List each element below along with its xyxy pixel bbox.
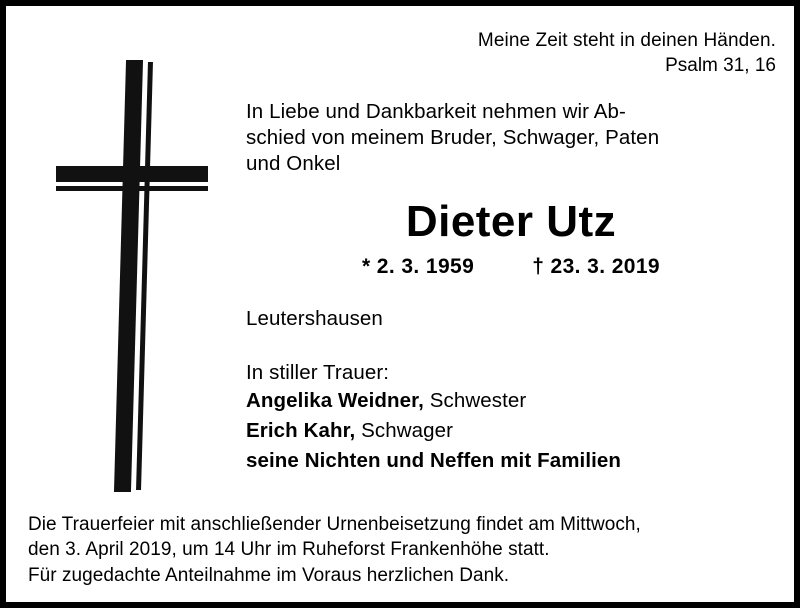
funeral-line-3: Für zugedachte Anteilnahme im Voraus herzlichen Dank. [28, 564, 510, 586]
funeral-details [28, 512, 772, 588]
intro-text [246, 99, 776, 178]
psalm-reference: Psalm 31, 16 [665, 55, 776, 77]
mourner-entry [246, 418, 776, 445]
mourner-name: Angelika Weidner, [246, 389, 424, 413]
cross-icon [34, 40, 224, 490]
mourner-entry [246, 388, 776, 415]
cross-horizontal-shadow [56, 186, 208, 191]
funeral-line-1: Die Trauerfeier mit anschließender Urnenbeisetzung findet am Mittwoch, [28, 514, 641, 536]
funeral-line-2: den 3. April 2019, um 14 Uhr im Ruheforst Frankenhöhe statt. [28, 539, 550, 561]
place: Leutershausen [246, 307, 383, 331]
cross-horizontal-bar [56, 166, 208, 182]
mourner-relation: Schwester [423, 389, 527, 413]
psalm-quote: Meine Zeit steht in deinen Händen. [477, 30, 776, 51]
death-date: † 23. 3. 2019 [532, 255, 661, 279]
intro-line-3: und Onkel [246, 152, 341, 175]
mourner-name: seine Nichten und Neffen mit Familien [246, 448, 622, 472]
mourner-entry [246, 448, 776, 475]
birth-date: * 2. 3. 1959 [361, 255, 475, 279]
notice-text-column [246, 28, 776, 474]
life-dates [246, 255, 776, 279]
notice-inner [6, 6, 794, 602]
deceased-name: Dieter Utz [405, 197, 617, 247]
intro-line-1: In Liebe und Dankbarkeit nehmen wir Ab- [246, 99, 626, 123]
mourner-relation: Schwager [355, 419, 454, 443]
intro-line-2: schied von meinem Bruder, Schwager, Paten [246, 125, 660, 149]
mourners-label: In stiller Trauer: [246, 361, 390, 385]
mourner-name: Erich Kahr, [246, 419, 356, 443]
